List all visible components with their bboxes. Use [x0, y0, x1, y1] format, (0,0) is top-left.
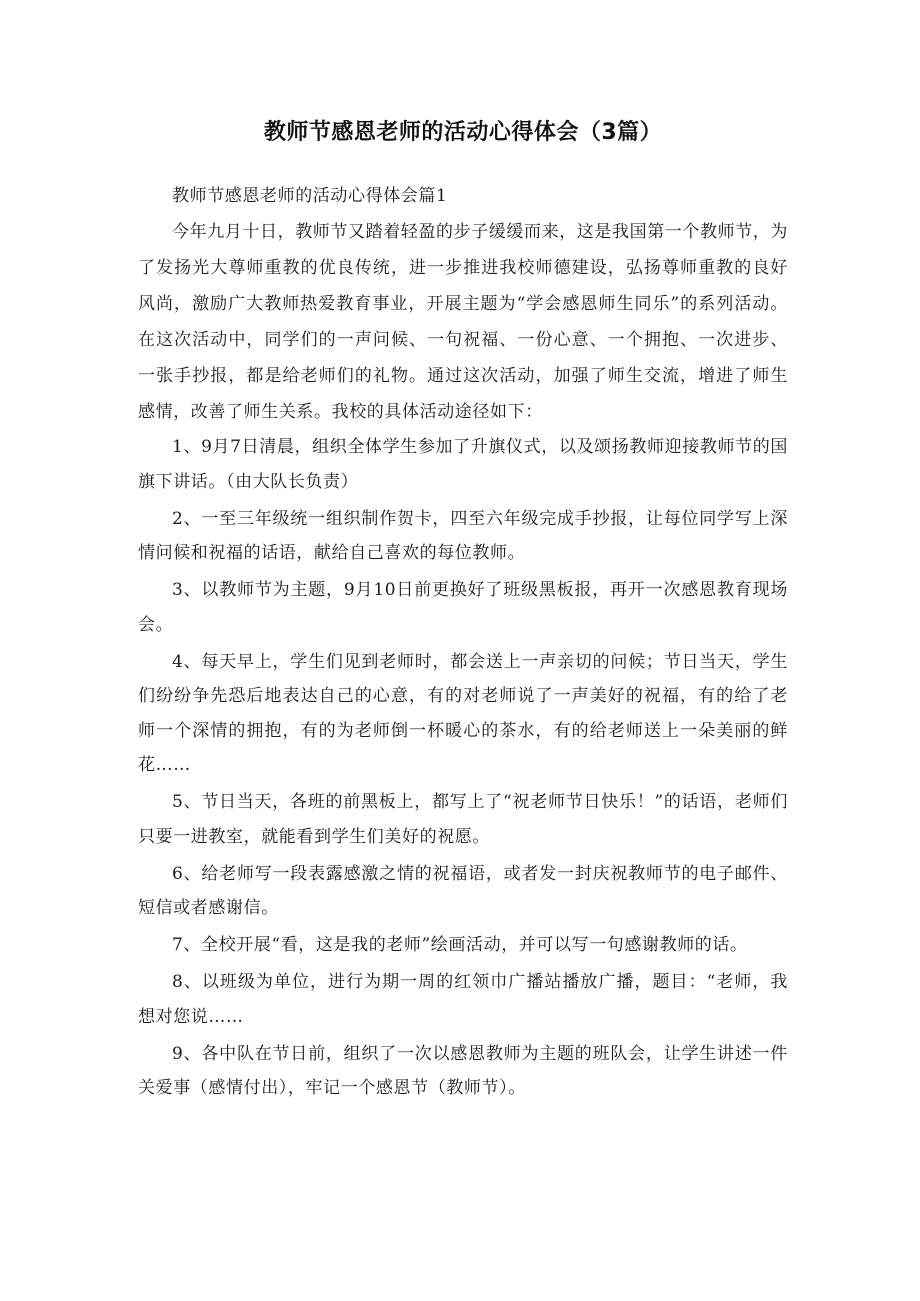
list-item-4: 4、每天早上，学生们见到老师时，都会送上一声亲切的问候；节日当天，学生们纷纷争先恐后地表达自己的心意，有的对老师说了一声美好的祝福，有的给了老师一个深情的拥抱，有的为老师倒一杯暖心的茶水，有的给老师送上一朵美丽的鲜花…… — [138, 651, 788, 775]
list-item-9: 9、各中队在节日前，组织了一次以感恩教师为主题的班队会，让学生讲述一件关爱事（感情付出），牢记一个感恩节（教师节）。 — [138, 1043, 788, 1098]
list-item-5: 5、节日当天，各班的前黑板上，都写上了“祝老师节日快乐！”的话语，老师们只要一进教室，就能看到学生们美好的祝愿。 — [138, 792, 788, 847]
document-body — [138, 178, 788, 1108]
section-heading: 教师节感恩老师的活动心得体会篇1 — [172, 186, 448, 206]
list-item-8: 8、以班级为单位，进行为期一周的红领巾广播站播放广播，题目：“老师，我想对您说…… — [138, 972, 788, 1027]
list-item-1: 1、9月7日清晨，组织全体学生参加了升旗仪式，以及颂扬教师迎接教师节的国旗下讲话。（由大队长负责） — [138, 437, 788, 492]
intro-paragraph: 今年九月十日，教师节又踏着轻盈的步子缓缓而来，这是我国第一个教师节，为了发扬光大尊师重教的优良传统，进一步推进我校师德建设，弘扬尊师重教的良好风尚，激励广大教师热爱教育事业，开展主题为“学会感恩师生同乐”的系列活动。在这次活动中，同学们的一声问候、一句祝福、一份心意、一个拥抱、一次进步、一张手抄报，都是给老师们的礼物。通过这次活动，加强了师生交流，增进了师生感情，改善了师生关系。我校的具体活动途径如下： — [138, 222, 788, 422]
document-title: 教师节感恩老师的活动心得体会（3篇） — [263, 120, 663, 145]
list-item-2: 2、一至三年级统一组织制作贺卡，四至六年级完成手抄报，让每位同学写上深情问候和祝福的话语，献给自己喜欢的每位教师。 — [138, 508, 788, 563]
list-item-7: 7、全校开展“看，这是我的老师”绘画活动，并可以写一句感谢教师的话。 — [172, 935, 748, 955]
list-item-6: 6、给老师写一段表露感激之情的祝福语，或者发一封庆祝教师节的电子邮件、短信或者感谢信。 — [138, 863, 788, 918]
list-item-3: 3、以教师节为主题，9月10日前更换好了班级黑板报，再开一次感恩教育现场会。 — [138, 580, 788, 635]
